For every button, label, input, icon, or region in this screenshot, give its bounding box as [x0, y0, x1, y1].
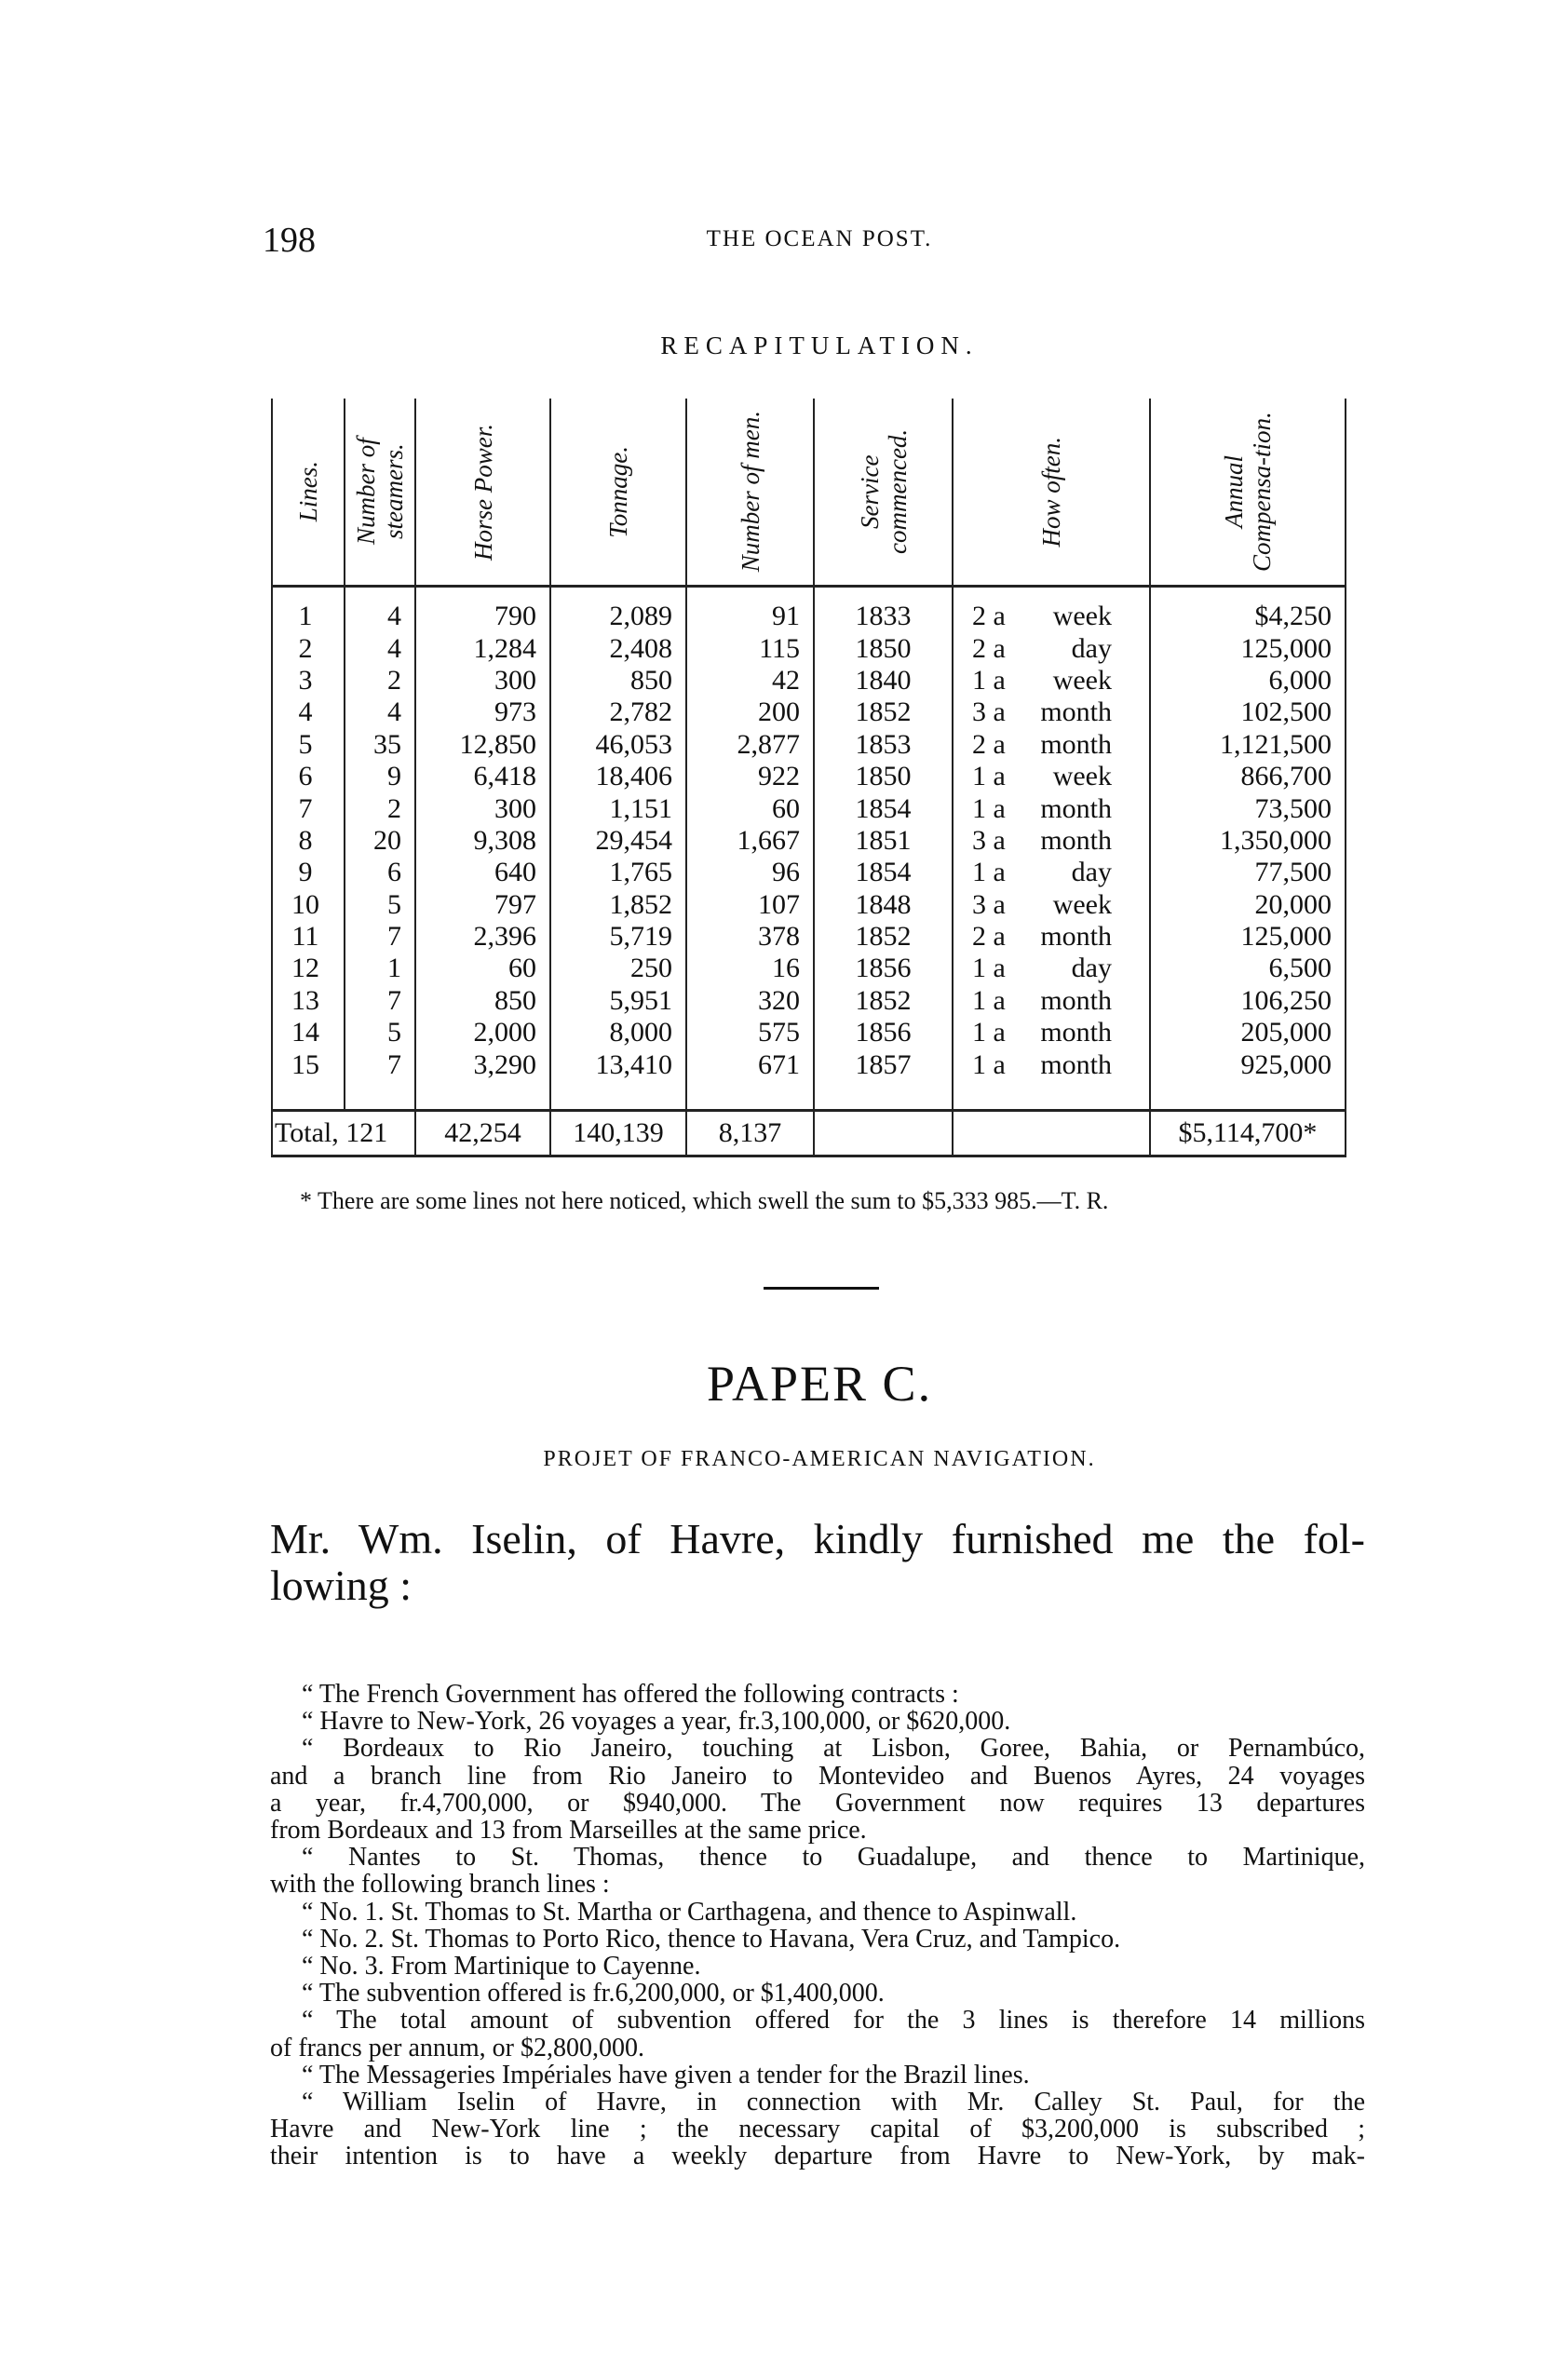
- table-cell: [953, 792, 1150, 824]
- text-line: “ No. 2. St. Thomas to Porto Rico, thence to Havana, Vera Cruz, and Tampico.: [302, 1924, 1121, 1954]
- table-cell: 4: [345, 587, 415, 633]
- table-cell: 575: [686, 1017, 814, 1048]
- text-line: “ Bordeaux to Rio Janeiro, touching at Lisbon, Goree, Bahia, or Pernambúco,: [302, 1735, 1365, 1763]
- frequency: [972, 921, 1112, 953]
- table-header-row: [272, 399, 1346, 587]
- total-cell: Total, 121: [272, 1110, 415, 1156]
- table-cell: 2,000: [415, 1017, 550, 1048]
- table-cell: 2,782: [550, 696, 686, 728]
- total-cell: 8,137: [686, 1110, 814, 1156]
- frequency-part: week: [1052, 601, 1112, 632]
- table-cell: 91: [686, 587, 814, 633]
- table-row: [272, 1017, 1346, 1048]
- table-cell: 5,951: [550, 985, 686, 1017]
- table-cell: 1856: [814, 1017, 953, 1048]
- column-header-label: Lines.: [294, 461, 322, 522]
- frequency: [972, 633, 1112, 665]
- table-cell: [953, 889, 1150, 921]
- table-row: [272, 792, 1346, 824]
- table-cell: [953, 665, 1150, 696]
- table-cell: 1850: [814, 632, 953, 664]
- text-line: with the following branch lines :: [270, 1870, 610, 1900]
- table-cell: 1854: [814, 857, 953, 888]
- body-text: [270, 1681, 1365, 2170]
- table-cell: 797: [415, 889, 550, 921]
- table-cell: 378: [686, 921, 814, 953]
- table-cell: 6: [272, 761, 345, 792]
- table-cell: 7: [345, 985, 415, 1017]
- frequency: [972, 729, 1112, 761]
- table-cell: 1854: [814, 792, 953, 824]
- column-header: [686, 399, 814, 587]
- table-cell: 125,000: [1150, 921, 1346, 953]
- frequency: [972, 665, 1112, 696]
- table-cell: [953, 632, 1150, 664]
- table-cell: 300: [415, 665, 550, 696]
- table-cell: 1857: [814, 1048, 953, 1110]
- intro-line: Mr. Wm. Iselin, of Havre, kindly furnished me the fol-: [270, 1515, 1365, 1562]
- text-line: from Bordeaux and 13 from Marseilles at the same price.: [270, 1815, 867, 1845]
- total-cell: $5,114,700*: [1150, 1110, 1346, 1156]
- table-cell: 60: [686, 792, 814, 824]
- table-cell: 300: [415, 792, 550, 824]
- table-cell: 250: [550, 953, 686, 984]
- table-row: [272, 761, 1346, 792]
- table-cell: 7: [345, 921, 415, 953]
- table-cell: 77,500: [1150, 857, 1346, 888]
- table-cell: 973: [415, 696, 550, 728]
- table-cell: [953, 729, 1150, 761]
- running-title: THE OCEAN POST.: [706, 226, 933, 251]
- column-header-label: How often.: [1037, 436, 1065, 548]
- section-divider: [764, 1287, 879, 1290]
- frequency-part: 1 a: [972, 1017, 1006, 1048]
- section-title: PAPER C.: [706, 1356, 933, 1412]
- text-line: a year, fr.4,700,000, or $940,000. The Government now requires 13 departures: [270, 1789, 1365, 1817]
- text-line: of francs per annum, or $2,800,000.: [270, 2033, 645, 2062]
- table-cell: [953, 696, 1150, 728]
- table-row: [272, 729, 1346, 761]
- table-cell: 106,250: [1150, 985, 1346, 1017]
- total-cell: [814, 1110, 953, 1156]
- table-cell: 73,500: [1150, 792, 1346, 824]
- table-cell: $4,250: [1150, 587, 1346, 633]
- table-cell: 1833: [814, 587, 953, 633]
- table-cell: 671: [686, 1048, 814, 1110]
- table-cell: 12: [272, 953, 345, 984]
- frequency-part: month: [1040, 921, 1112, 953]
- text-line: their intention is to have a weekly departure from Havre to New-York, by mak-: [270, 2143, 1365, 2170]
- frequency-part: month: [1040, 984, 1112, 1016]
- table-cell: 1852: [814, 985, 953, 1017]
- table-cell: 2: [345, 792, 415, 824]
- frequency-part: 2 a: [972, 921, 1006, 953]
- frequency: [972, 696, 1112, 728]
- table-cell: 6,500: [1150, 953, 1346, 984]
- table-row: [272, 857, 1346, 888]
- table-row: [272, 696, 1346, 728]
- table-cell: [953, 921, 1150, 953]
- text-line: “ Nantes to St. Thomas, thence to Guadalupe, and thence to Martinique,: [302, 1844, 1365, 1872]
- table-row: [272, 921, 1346, 953]
- column-header: [415, 399, 550, 587]
- table-cell: 13,410: [550, 1048, 686, 1110]
- table-cell: 35: [345, 729, 415, 761]
- table-cell: 1,765: [550, 857, 686, 888]
- table-cell: 2,877: [686, 729, 814, 761]
- table-cell: 7: [345, 1048, 415, 1110]
- text-line: “ The subvention offered is fr.6,200,000, or $1,400,000.: [302, 1979, 885, 2008]
- frequency-part: day: [1071, 632, 1112, 664]
- table-cell: 1852: [814, 696, 953, 728]
- total-cell: [953, 1110, 1150, 1156]
- frequency: [972, 953, 1112, 984]
- intro-paragraph: [270, 1516, 1365, 1609]
- table-cell: 20,000: [1150, 889, 1346, 921]
- table-cell: [953, 857, 1150, 888]
- column-header-label: Annual Compensa-tion.: [1220, 412, 1276, 572]
- table-cell: 640: [415, 857, 550, 888]
- table-cell: 3: [272, 665, 345, 696]
- table-cell: 2,089: [550, 587, 686, 633]
- frequency-part: 3 a: [972, 888, 1006, 920]
- table-cell: 1,121,500: [1150, 729, 1346, 761]
- table-cell: 2: [272, 632, 345, 664]
- table-cell: 1853: [814, 729, 953, 761]
- table-cell: 9,308: [415, 825, 550, 857]
- table-cell: 4: [345, 696, 415, 728]
- total-cell: 42,254: [415, 1110, 550, 1156]
- recapitulation-table: [271, 399, 1346, 1157]
- table-cell: 8: [272, 825, 345, 857]
- frequency-part: 3 a: [972, 696, 1006, 728]
- table-cell: 12,850: [415, 729, 550, 761]
- frequency: [972, 761, 1112, 792]
- table-cell: 20: [345, 825, 415, 857]
- text-line: “ No. 3. From Martinique to Cayenne.: [302, 1951, 701, 1981]
- total-cell: 140,139: [550, 1110, 686, 1156]
- table-cell: 5: [345, 889, 415, 921]
- column-header: [345, 399, 415, 587]
- frequency: [972, 857, 1112, 888]
- table-cell: 1,350,000: [1150, 825, 1346, 857]
- table-cell: 3,290: [415, 1048, 550, 1110]
- column-header: [814, 399, 953, 587]
- table-cell: 1,151: [550, 792, 686, 824]
- frequency: [972, 793, 1112, 825]
- frequency-part: month: [1040, 1048, 1112, 1080]
- table-row: [272, 1048, 1346, 1110]
- text-line: and a branch line from Rio Janeiro to Montevideo and Buenos Ayres, 24 voyages: [270, 1762, 1365, 1790]
- table-cell: [953, 1048, 1150, 1110]
- table-cell: 14: [272, 1017, 345, 1048]
- table-cell: 4: [345, 632, 415, 664]
- table-cell: 1,284: [415, 632, 550, 664]
- column-header-label: Number of men.: [736, 411, 764, 573]
- table-cell: 922: [686, 761, 814, 792]
- table-cell: 5: [272, 729, 345, 761]
- table-cell: 13: [272, 985, 345, 1017]
- table-cell: 5: [345, 1017, 415, 1048]
- frequency-part: month: [1040, 824, 1112, 856]
- text-line: “ William Iselin of Havre, in connection with Mr. Calley St. Paul, for the: [302, 2088, 1365, 2116]
- frequency-part: 1 a: [972, 792, 1006, 824]
- table-cell: 29,454: [550, 825, 686, 857]
- table-cell: 15: [272, 1048, 345, 1110]
- table-cell: 115: [686, 632, 814, 664]
- table-cell: 200: [686, 696, 814, 728]
- table-cell: 18,406: [550, 761, 686, 792]
- text-line: “ Havre to New-York, 26 voyages a year, fr.3,100,000, or $620,000.: [302, 1707, 1011, 1737]
- table-cell: 16: [686, 953, 814, 984]
- table-row: [272, 825, 1346, 857]
- frequency-part: 1 a: [972, 984, 1006, 1016]
- table-cell: 2,408: [550, 632, 686, 664]
- text-line: “ No. 1. St. Thomas to St. Martha or Carthagena, and thence to Aspinwall.: [302, 1897, 1077, 1927]
- page-number: 198: [263, 221, 316, 260]
- table-cell: 205,000: [1150, 1017, 1346, 1048]
- table-cell: 60: [415, 953, 550, 984]
- table-row: [272, 985, 1346, 1017]
- frequency: [972, 825, 1112, 857]
- frequency: [972, 985, 1112, 1017]
- frequency-part: day: [1071, 857, 1112, 888]
- table-cell: [953, 825, 1150, 857]
- column-header-label: Number of steamers.: [352, 438, 408, 546]
- table-row: [272, 665, 1346, 696]
- table-cell: 11: [272, 921, 345, 953]
- footnote: * There are some lines not here noticed, which swell the sum to $5,333 985.—T. R.: [300, 1187, 1109, 1214]
- table-cell: 1840: [814, 665, 953, 696]
- table-cell: 102,500: [1150, 696, 1346, 728]
- table-row: [272, 632, 1346, 664]
- table-cell: 866,700: [1150, 761, 1346, 792]
- total-row: [272, 1110, 1346, 1156]
- text-line: “ The Messageries Impériales have given a tender for the Brazil lines.: [302, 2060, 1030, 2089]
- table-title: RECAPITULATION.: [660, 331, 979, 359]
- table-cell: 6: [345, 857, 415, 888]
- frequency: [972, 1017, 1112, 1048]
- table-cell: [953, 1017, 1150, 1048]
- table-cell: 925,000: [1150, 1048, 1346, 1110]
- table-cell: 4: [272, 696, 345, 728]
- table-cell: 1: [345, 953, 415, 984]
- text-line: “ The total amount of subvention offered for the 3 lines is therefore 14 millions: [302, 2007, 1365, 2035]
- table-cell: 2: [345, 665, 415, 696]
- table-row: [272, 953, 1346, 984]
- table-cell: 1: [272, 587, 345, 633]
- table-cell: 107: [686, 889, 814, 921]
- table-cell: 7: [272, 792, 345, 824]
- frequency-part: month: [1040, 696, 1112, 728]
- frequency-part: 1 a: [972, 857, 1006, 888]
- frequency-part: 1 a: [972, 761, 1006, 792]
- table-row: [272, 587, 1346, 633]
- section-subtitle: PROJET OF FRANCO-AMERICAN NAVIGATION.: [543, 1447, 1096, 1471]
- table-cell: 46,053: [550, 729, 686, 761]
- frequency-part: 3 a: [972, 824, 1006, 856]
- table-cell: 1,852: [550, 889, 686, 921]
- table-cell: 1851: [814, 825, 953, 857]
- column-header-label: Tonnage.: [604, 445, 632, 538]
- frequency-part: 2 a: [972, 728, 1006, 760]
- text-line: Havre and New-York line ; the necessary capital of $3,200,000 is subscribed ;: [270, 2116, 1365, 2143]
- frequency-part: 1 a: [972, 1048, 1006, 1080]
- frequency-part: week: [1052, 664, 1112, 696]
- frequency: [972, 1049, 1112, 1081]
- table-cell: 6,000: [1150, 665, 1346, 696]
- table-cell: 96: [686, 857, 814, 888]
- table-cell: 9: [272, 857, 345, 888]
- text-line: “ The French Government has offered the following contracts :: [302, 1680, 959, 1709]
- table-cell: 850: [415, 985, 550, 1017]
- table-cell: 1852: [814, 921, 953, 953]
- frequency-part: week: [1052, 761, 1112, 792]
- column-header: [550, 399, 686, 587]
- frequency-part: 1 a: [972, 664, 1006, 696]
- frequency-part: month: [1040, 728, 1112, 760]
- frequency-part: day: [1071, 953, 1112, 984]
- table-row: [272, 889, 1346, 921]
- table-cell: 10: [272, 889, 345, 921]
- table-cell: 1850: [814, 761, 953, 792]
- table-cell: 320: [686, 985, 814, 1017]
- table-cell: 850: [550, 665, 686, 696]
- table-cell: 5,719: [550, 921, 686, 953]
- table-cell: [953, 587, 1150, 633]
- table-cell: 1856: [814, 953, 953, 984]
- frequency-part: 2 a: [972, 632, 1006, 664]
- table-cell: 790: [415, 587, 550, 633]
- frequency-part: month: [1040, 1017, 1112, 1048]
- intro-line: lowing :: [270, 1562, 413, 1609]
- table-cell: 42: [686, 665, 814, 696]
- frequency: [972, 601, 1112, 632]
- frequency-part: week: [1052, 888, 1112, 920]
- table-cell: 6,418: [415, 761, 550, 792]
- table-cell: 2,396: [415, 921, 550, 953]
- frequency-part: 1 a: [972, 953, 1006, 984]
- table-cell: 8,000: [550, 1017, 686, 1048]
- column-header: [272, 399, 345, 587]
- frequency-part: month: [1040, 792, 1112, 824]
- frequency: [972, 889, 1112, 921]
- table-cell: [953, 985, 1150, 1017]
- column-header: [953, 399, 1150, 587]
- table-cell: [953, 953, 1150, 984]
- column-header-label: Horse Power.: [468, 423, 497, 561]
- table-cell: [953, 761, 1150, 792]
- table-cell: 9: [345, 761, 415, 792]
- table-cell: 1848: [814, 889, 953, 921]
- column-header: [1150, 399, 1346, 587]
- table-cell: 125,000: [1150, 632, 1346, 664]
- table-cell: 1,667: [686, 825, 814, 857]
- column-header-label: Service commenced.: [855, 428, 912, 555]
- frequency-part: 2 a: [972, 601, 1006, 632]
